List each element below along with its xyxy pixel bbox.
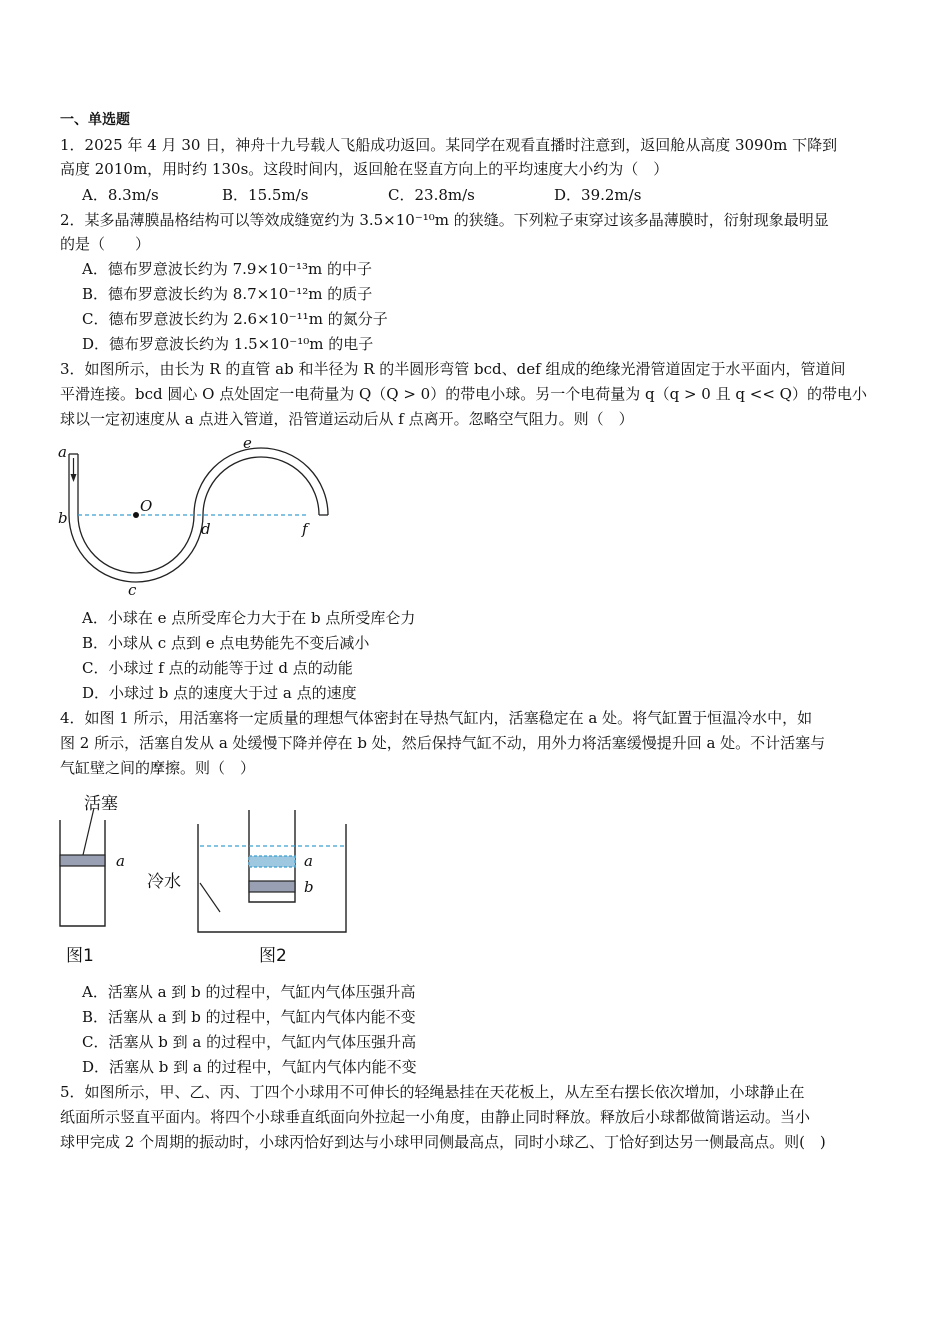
- q3-text-line2: 平滑连接。bcd 圆心 O 点处固定一电荷量为 Q（Q > 0）的带电小球。另一个电荷量为 q（q > 0 且 q << Q）的带电小: [60, 385, 867, 403]
- q1-option-a: A．8.3m/s: [82, 186, 159, 204]
- q3-option-d: D．小球过 b 点的速度大于过 a 点的速度: [82, 684, 357, 702]
- q3-label-f: f: [302, 520, 308, 538]
- q3-label-d: d: [201, 520, 211, 538]
- q2-text-line2: 的是（ ）: [60, 235, 151, 253]
- fig2-piston-b: [249, 881, 295, 892]
- q3-pipe-figure: [50, 432, 340, 604]
- q1-option-d: D．39.2m/s: [554, 186, 642, 204]
- q3-label-c: c: [128, 581, 137, 599]
- q4-label-piston: 活塞: [84, 794, 118, 814]
- q1-option-b: B．15.5m/s: [222, 186, 309, 204]
- q1-text-line2: 高度 2010m，用时约 130s。这段时间内，返回舱在竖直方向上的平均速度大小约为（ ）: [60, 160, 669, 178]
- q3-text-line3: 球以一定初速度从 a 点进入管道，沿管道运动后从 f 点离开。忽略空气阻力。则（ ）: [60, 410, 634, 428]
- q4-option-d: D．活塞从 b 到 a 的过程中，气缸内气体内能不变: [82, 1058, 417, 1076]
- fig2-piston-a: [249, 856, 295, 867]
- q4-caption-fig2: 图2: [259, 946, 287, 966]
- q4-text-line1: 4．如图 1 所示，用活塞将一定质量的理想气体密封在导热气缸内，活塞稳定在 a 处。将气缸置于恒温冷水中，如: [60, 709, 813, 727]
- q3-option-c: C．小球过 f 点的动能等于过 d 点的动能: [82, 659, 353, 677]
- q5-text-line1: 5．如图所示，甲、乙、丙、丁四个小球用不可伸长的轻绳悬挂在天花板上，从左至右摆长依次增加，小球静止在: [60, 1083, 805, 1101]
- q3-option-a: A．小球在 e 点所受库仑力大于在 b 点所受库仑力: [82, 609, 416, 627]
- q3-label-e: e: [243, 434, 252, 452]
- q5-text-line2: 纸面所示竖直平面内。将四个小球垂直纸面向外拉起一小角度，由静止同时释放。释放后小球都做简谐运动。当小: [60, 1108, 811, 1126]
- q3-option-b: B．小球从 c 点到 e 点电势能先不变后减小: [82, 634, 370, 652]
- q1-option-c: C．23.8m/s: [388, 186, 475, 204]
- q4-fig2-label-b: b: [304, 878, 314, 896]
- q4-caption-fig1: 图1: [66, 946, 94, 966]
- q4-option-b: B．活塞从 a 到 b 的过程中，气缸内气体内能不变: [82, 1008, 416, 1026]
- q4-fig1-label-a: a: [116, 852, 125, 870]
- q3-label-o: O: [140, 497, 153, 515]
- q2-option-c: C．德布罗意波长约为 2.6×10⁻¹¹m 的氮分子: [82, 310, 388, 328]
- q4-text-line3: 气缸壁之间的摩擦。则（ ）: [60, 759, 256, 777]
- q4-option-c: C．活塞从 b 到 a 的过程中，气缸内气体压强升高: [82, 1033, 417, 1051]
- fig1-piston: [60, 855, 105, 866]
- q2-option-b: B．德布罗意波长约为 8.7×10⁻¹²m 的质子: [82, 285, 373, 303]
- q4-label-water: 冷水: [147, 872, 181, 892]
- q2-text-line1: 2．某多晶薄膜晶格结构可以等效成缝宽约为 3.5×10⁻¹⁰m 的狭缝。下列粒子束穿过该多晶薄膜时，衍射现象最明显: [60, 211, 829, 229]
- q4-text-line2: 图 2 所示，活塞自发从 a 处缓慢下降并停在 b 处，然后保持气缸不动，用外力将活塞缓慢提升回 a 处。不计活塞与: [60, 734, 826, 752]
- q3-label-b: b: [58, 509, 68, 527]
- section-title: 一、单选题: [60, 112, 130, 128]
- q3-text-line1: 3．如图所示，由长为 R 的直管 ab 和半径为 R 的半圆形弯管 bcd、def 组成的绝缘光滑管道固定于水平面内，管道间: [60, 360, 846, 378]
- q2-option-d: D．德布罗意波长约为 1.5×10⁻¹⁰m 的电子: [82, 335, 374, 353]
- q5-text-line3: 球甲完成 2 个周期的振动时，小球丙恰好到达与小球甲同侧最高点，同时小球乙、丁恰好到达另一侧最高点。则( ): [60, 1133, 826, 1151]
- q4-option-a: A．活塞从 a 到 b 的过程中，气缸内气体压强升高: [82, 983, 416, 1001]
- q4-fig2-label-a: a: [304, 852, 313, 870]
- q1-text-line1: 1．2025 年 4 月 30 日，神舟十九号载人飞船成功返回。某同学在观看直播时注意到，返回舱从高度 3090m 下降到: [60, 136, 838, 154]
- q3-label-a: a: [58, 443, 67, 461]
- q2-option-a: A．德布罗意波长约为 7.9×10⁻¹³m 的中子: [82, 260, 373, 278]
